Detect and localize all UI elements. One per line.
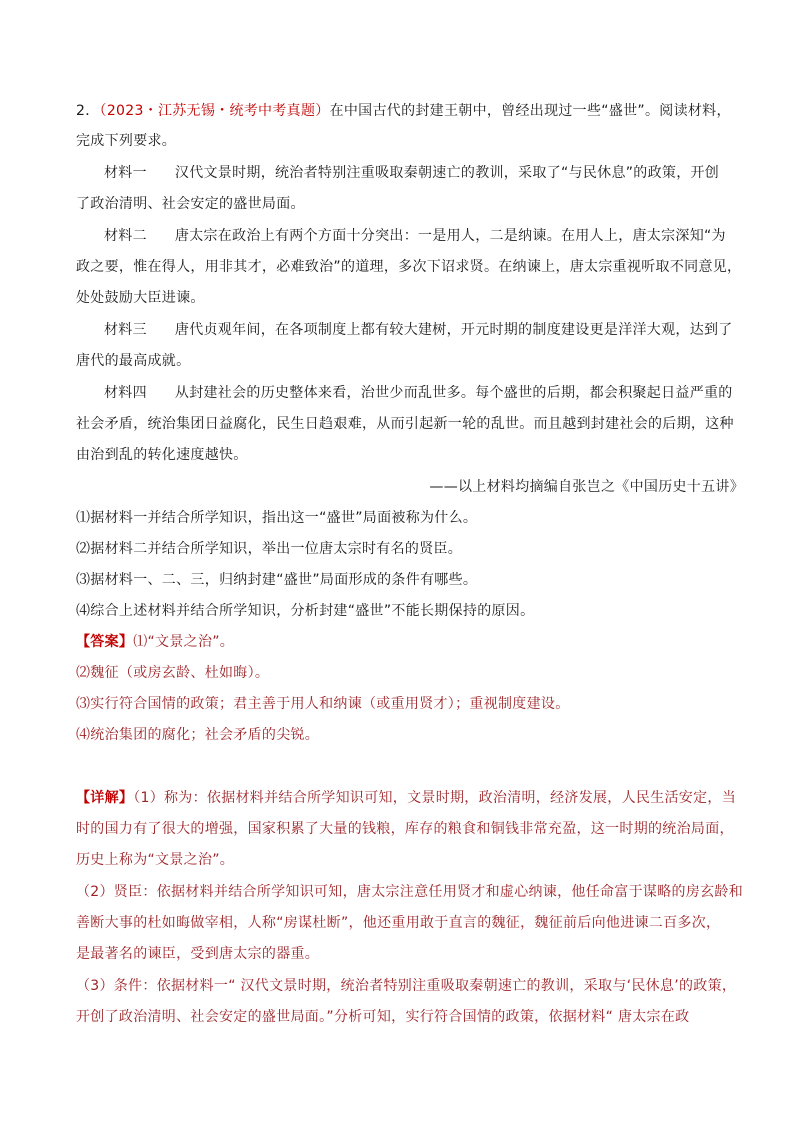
question-stem-text: 在中国古代的封建王朝中，曾经出现过一些“盛世”。阅读材料， [329,103,731,119]
sub-question-3: ⑶据材料一、二、三，归纳封建“盛世”局面形成的条件有哪些。 [76,572,478,588]
detail-line-1: 【详解】（1）称为：依据材料并结合所学知识可知，文景时期，政治清明，经济发展，人民生活安定，当 [76,790,737,806]
answer-line-3: ⑶实行符合国情的政策；君主善于用人和纳谏（或重用贤才）；重视制度建设。 [76,696,570,712]
material-4-line-2: 社会矛盾，统治集团日益腐化，民生日趋艰难，从而引起新一轮的乱世。而且越到封建社会的后期，这种 [76,416,734,432]
material-1-line-1: 材料一 汉代文景时期，统治者特别注重吸取秦朝速亡的教训，采取了“与民休息”的政策，开创 [104,165,720,181]
material-4-line-1: 材料四 从封建社会的历史整体来看，治世少而乱世多。每个盛世的后期，都会积聚起日益严重的 [104,385,733,401]
detail-line-8: 开创了政治清明、社会安定的盛世局面。”分析可知，实行符合国情的政策，依据材料“ 唐太宗在政 [76,1009,690,1025]
detail-line-2: 时的国力有了很大的增强，国家积累了大量的钱粮，库存的粮食和铜钱非常充盈，这一时期的统治局面， [76,821,734,837]
question-number: 2． [76,103,100,119]
detail-line-5: 善断大事的杜如晦做宰相，人称“房谋杜断”，他还重用敢于直言的魏征，魏征前后向他进谏二百多次， [76,915,721,931]
source-note: ——以上材料均摘编自张岂之《中国历史十五讲》 [429,479,744,495]
material-3-line-2: 唐代的最高成就。 [76,353,191,369]
material-1-line-2: 了政治清明、社会安定的盛世局面。 [76,196,305,212]
material-label: 材料四 [104,385,147,401]
material-2-line-3: 处处鼓励大臣进谏。 [76,290,205,306]
material-label: 材料二 [104,228,147,244]
material-label: 材料三 [104,322,147,338]
answer-tag: 【答案】 [76,634,134,650]
detail-line-4: （2）贤臣：依据材料并结合所学知识可知，唐太宗注意任用贤才和虚心纳谏，他任命富于谋略的房玄龄和 [76,884,744,900]
detail-line-3: 历史上称为“文景之治”。 [76,852,235,868]
detail-tag: 【详解】 [76,790,134,806]
question-source: 2023・江苏无锡・统考中考真题 [106,103,316,119]
material-4-line-3: 由治到乱的转化速度越快。 [76,447,248,463]
sub-question-2: ⑵据材料二并结合所学知识，举出一位唐太宗时有名的贤臣。 [76,541,463,557]
question-stem-line-2: 完成下列要求。 [76,133,177,149]
sub-question-1: ⑴据材料一并结合所学知识，指出这一“盛世”局面被称为什么。 [76,510,478,526]
question-stem-line-1: 2．（2023・江苏无锡・统考中考真题）在中国古代的封建王朝中，曾经出现过一些“盛世”。阅读材料， [76,103,731,119]
answer-line-1: 【答案】⑴“文景之治”。 [76,634,235,650]
material-2-line-1: 材料二 唐太宗在政治上有两个方面十分突出：一是用人，二是纳谏。在用人上，唐太宗深知“为 [104,228,726,244]
detail-line-7: （3）条件：依据材料一“ 汉代文景时期，统治者特别注重吸取秦朝速亡的教训，采取与‘民休息’的政策， [76,978,737,994]
material-3-line-1: 材料三 唐代贞观年间，在各项制度上都有较大建树，开元时期的制度建设更是洋洋大观，达到了 [104,322,733,338]
answer-line-2: ⑵魏征（或房玄龄、杜如晦）。 [76,665,270,681]
material-2-line-2: 政之要，惟在得人，用非其才，必难致治”的道理，多次下诏求贤。在纳谏上，唐太宗重视听取不同意见， [76,259,742,275]
detail-line-6: 是最著名的谏臣，受到唐太宗的器重。 [76,946,320,962]
sub-question-4: ⑷综合上述材料并结合所学知识，分析封建“盛世”不能长期保持的原因。 [76,603,535,619]
material-label: 材料一 [104,165,147,181]
answer-line-4: ⑷统治集团的腐化；社会矛盾的尖锐。 [76,727,320,743]
